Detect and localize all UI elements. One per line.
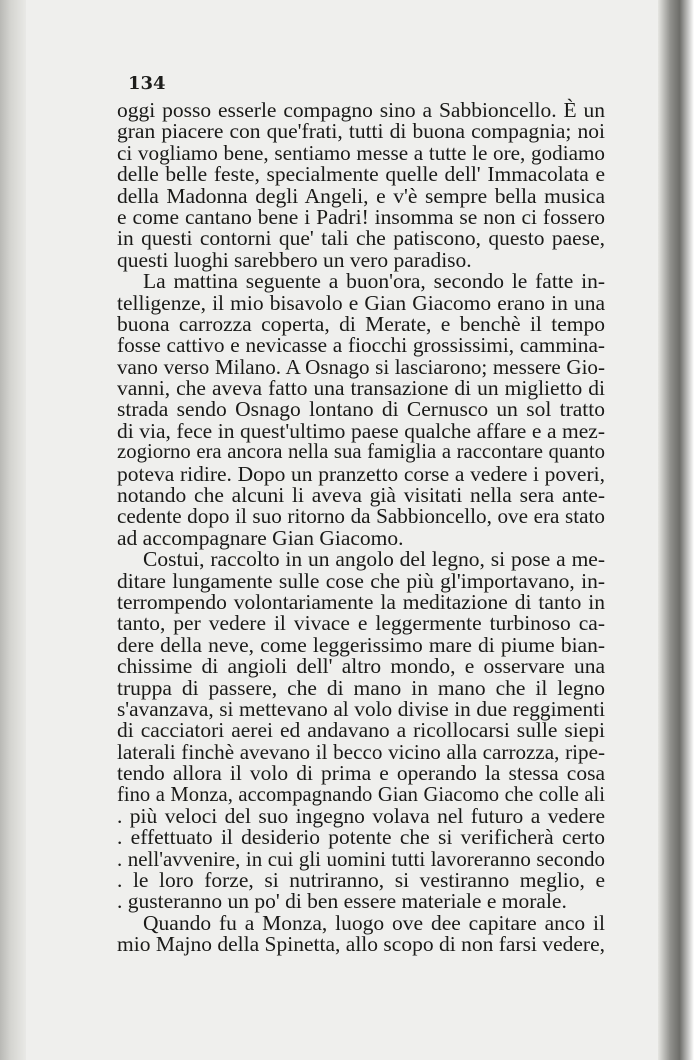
text-line: chissime di angioli dell' altro mondo, e osservare una [117, 654, 605, 679]
text-line: fosse cattivo e nevicasse a fiocchi grossissimi, cammina- [117, 333, 605, 358]
page-number: 134 [128, 73, 166, 94]
page-right-edge [658, 0, 694, 1060]
text-line: vanni, che aveva fatto una transazione di un miglietto di [117, 376, 605, 401]
text-line: strada sendo Osnago lontano di Cernusco un sol tratto [117, 397, 605, 422]
body-text [117, 100, 605, 956]
text-line: gran piacere con que'frati, tutti di buona compagnia; noi [117, 119, 605, 144]
text-line: . effettuato il desiderio potente che si verificherà certo [117, 825, 605, 850]
text-line: Quando fu a Monza, luogo ove dee capitare anco il [143, 910, 605, 935]
text-line: truppa di passere, che di mano in mano che il legno [117, 675, 605, 700]
text-line: terrompendo volontariamente la meditazione di tanto in [117, 589, 605, 614]
text-line: dere della neve, come leggerissimo mare di piume bian- [117, 632, 605, 657]
text-line: questi luoghi sarebbero un vero paradiso. [117, 247, 472, 272]
text-line: . le loro forze, si nutriranno, si vestiranno meglio, e [117, 868, 605, 893]
text-line: buona carrozza coperta, di Merate, e benchè il tempo [117, 311, 605, 336]
text-line: vano verso Milano. A Osnago si lasciarono; messere Gio- [117, 354, 605, 379]
text-line: mio Majno della Spinetta, allo scopo di non farsi vedere, [117, 932, 605, 957]
text-line: e come cantano bene i Padri! insomma se non ci fossero [117, 204, 605, 229]
text-line: delle belle feste, specialmente quelle dell' Immacolata e [117, 162, 605, 187]
text-line: . nell'avvenire, in cui gli uomini tutti lavoreranno secondo [117, 846, 605, 871]
text-line: . più veloci del suo ingegno volava nel futuro a vedere [117, 803, 605, 828]
text-line: di via, fece in quest'ultimo paese qualche affare e a mez- [117, 418, 605, 443]
text-line: oggi posso esserle compagno sino a Sabbioncello. È un [117, 98, 605, 122]
text-line: poteva ridire. Dopo un pranzetto corse a vedere i poveri, [117, 461, 605, 486]
text-line: zogiorno era ancora nella sua famiglia a raccontare quanto [117, 441, 605, 464]
text-line: notando che alcuni li aveva già visitati nella sera ante- [117, 483, 605, 508]
text-line: laterali finchè avevano il becco vicino alla carrozza, ripe- [117, 739, 605, 764]
text-line: telligenze, il mio bisavolo e Gian Giacomo erano in una [117, 290, 605, 315]
text-line: della Madonna degli Angeli, e v'è sempre bella musica [117, 183, 605, 208]
text-line: ad accompagnare Gian Giacomo. [117, 525, 404, 550]
text-line: s'avanzava, si mettevano al volo divise in due reggimenti [117, 696, 605, 721]
text-line: tanto, per vedere il vivace e leggermente turbinoso ca- [117, 611, 605, 636]
text-line: di cacciatori aerei ed andavano a ricollocarsi sulle siepi [117, 718, 605, 743]
text-line: ci vogliamo bene, sentiamo messe a tutte le ore, godiamo [117, 140, 605, 165]
text-line: ditare lungamente sulle cose che più gl'importavano, in- [117, 568, 605, 593]
text-line: Costui, raccolto in un angolo del legno, si pose a me- [143, 547, 605, 572]
text-line: fino a Monza, accompagnando Gian Giacomo che colle ali [117, 783, 605, 806]
text-line: tendo allora il volo di prima e operando la stessa cosa [117, 761, 605, 786]
text-line: . gusteranno un po' di ben essere materiale e morale. [117, 889, 567, 914]
text-line: in questi contorni que' tali che patiscono, questo paese, [117, 226, 605, 251]
text-line: La mattina seguente a buon'ora, secondo le fatte in- [143, 269, 605, 294]
text-line: cedente dopo il suo ritorno da Sabbioncello, ove era stato [117, 504, 605, 529]
page-gutter-shadow [0, 0, 26, 1060]
